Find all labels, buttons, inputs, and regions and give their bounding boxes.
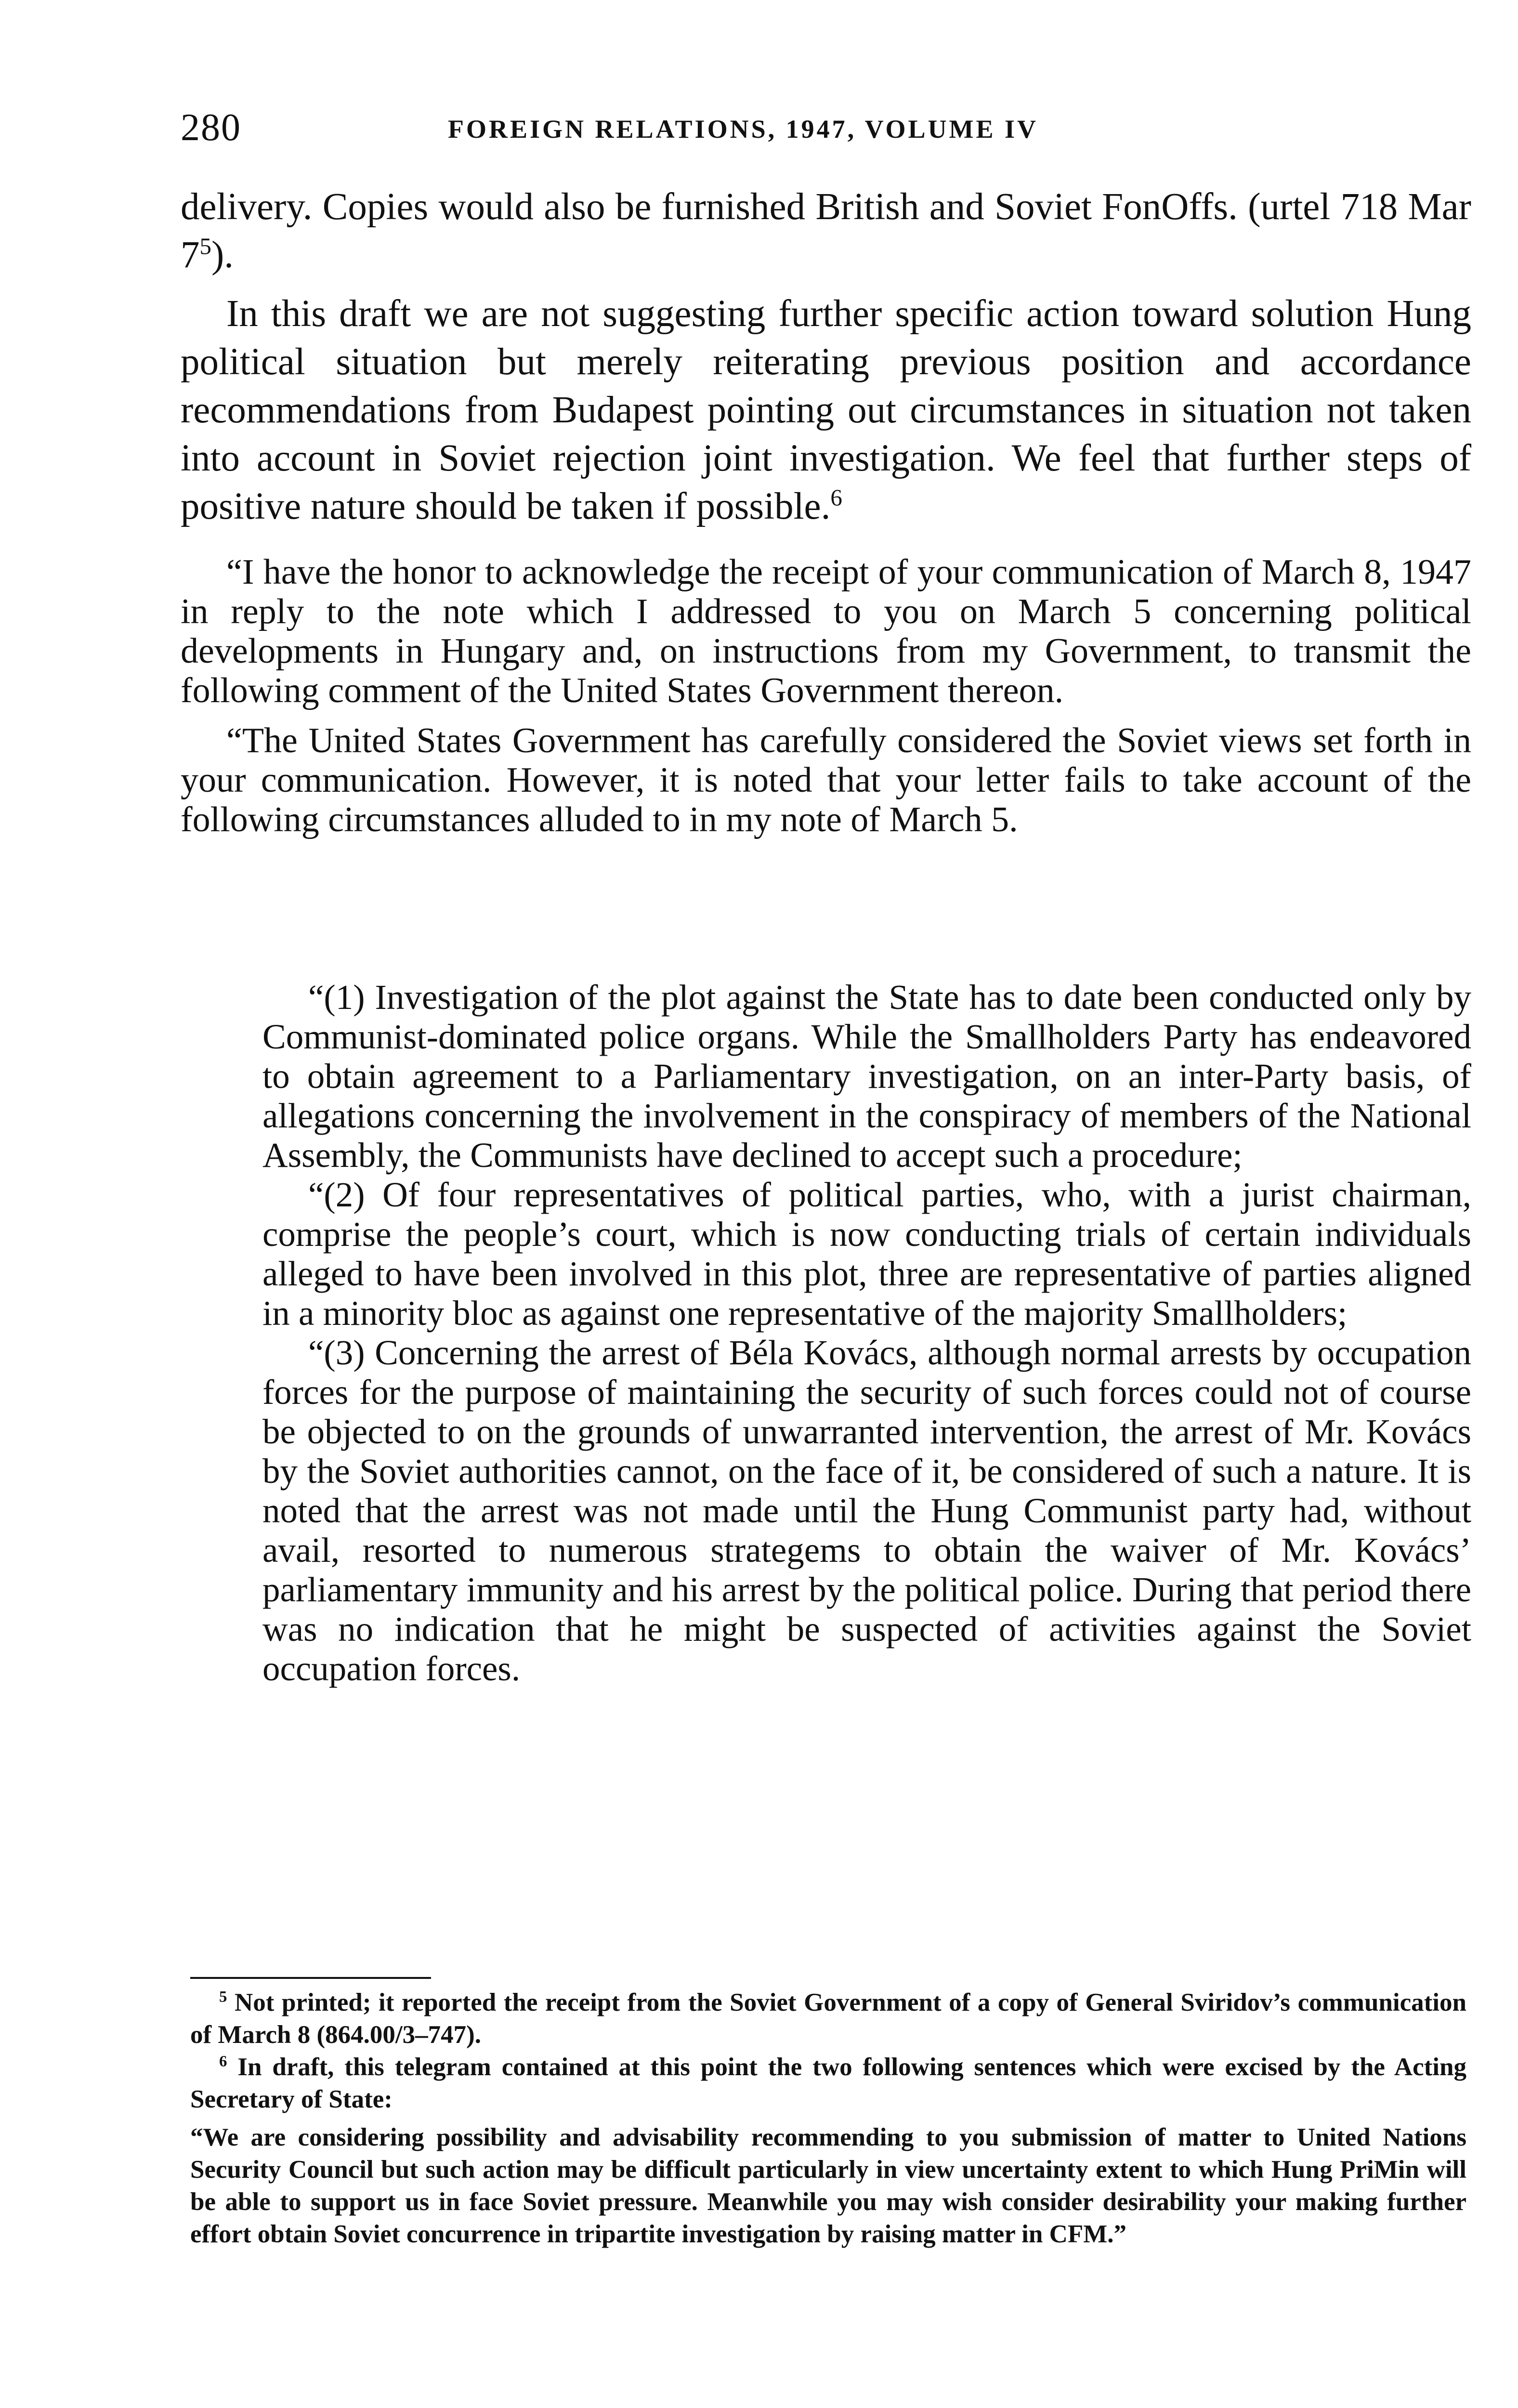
footnotes	[190, 1987, 1466, 2251]
paragraph-delivery-text: delivery. Copies would also be furnished British and Soviet FonOffs. (urtel 718 Mar 7	[181, 186, 1471, 276]
footnote-separator	[190, 1977, 431, 1979]
note-paragraph-considered: “The United States Government has carefully considered the Soviet views set forth in your communication. However, it is noted that your letter fails to take account of the following circumstances alluded to in my note of March 5.	[181, 721, 1471, 839]
footnote-6-mark: 6	[219, 2053, 227, 2070]
footnote-6	[190, 2051, 1466, 2116]
footnote-ref-5: 5	[199, 233, 211, 260]
quoted-points	[262, 978, 1471, 1688]
paragraph-delivery	[181, 183, 1471, 279]
footnote-6-text: In draft, this telegram contained at this point the two following sentences which were excised by the Acting Secretary of State:	[190, 2053, 1466, 2113]
footnote-5-text: Not printed; it reported the receipt from the Soviet Government of a copy of General Sviridov’s communication of March 8 (864.00/3–747).	[190, 1989, 1466, 2049]
paragraph-delivery-end: ).	[211, 234, 234, 276]
footnote-ref-6: 6	[830, 484, 842, 511]
point-3: “(3) Concerning the arrest of Béla Kovács, although normal arrests by occupation forces for the purpose of maintaining the security of such forces could not of course be objected to on the grounds of unwarranted intervention, the arrest of Mr. Kovács by the Soviet authorities cannot, on the face of it, be considered of such a nature. It is noted that the arrest was not made until the Hung Communist party had, without avail, resorted to numerous strategems to obtain the waiver of Mr. Kovács’ parliamentary immunity and his arrest by the political police. During that period there was no indication that he might be suspected of activities against the Soviet occupation forces.	[262, 1333, 1471, 1688]
paragraph-draft-text: In this draft we are not suggesting further specific action toward solution Hung political situation but merely reiterating previous position and accordance recommendations from Budapest pointing out circumstances in situation not taken into account in Soviet rejection joint investigation. We feel that further steps of positive nature should be taken if possible.	[181, 293, 1471, 527]
footnote-5-mark: 5	[219, 1988, 227, 2006]
footnote-5	[190, 1987, 1466, 2051]
point-2: “(2) Of four representatives of political parties, who, with a jurist chairman, comprise the people’s court, which is now conducting trials of certain individuals alleged to have been involved in this plot, three are representative of parties aligned in a minority bloc as against one representative of the majority Smallholders;	[262, 1175, 1471, 1333]
page-header	[181, 101, 1471, 154]
point-1: “(1) Investigation of the plot against the State has to date been conducted only by Communist-dominated police organs. While the Smallholders Party has endeavored to obtain agreement to a Parliamentary investigation, on an inter-Party basis, of allegations concerning the involvement in the conspiracy of members of the National Assembly, the Communists have declined to accept such a procedure;	[262, 978, 1471, 1175]
paragraph-draft	[181, 290, 1471, 531]
page-number: 280	[181, 106, 241, 149]
note-paragraph-acknowledge: “I have the honor to acknowledge the receipt of your communication of March 8, 1947 in reply to the note which I addressed to you on March 5 concerning political developments in Hungary and, on instructions from my Government, to transmit the following comment of the United States Government thereon.	[181, 552, 1471, 710]
running-head: FOREIGN RELATIONS, 1947, VOLUME IV	[448, 115, 1039, 144]
footnote-6-quote: “We are considering possibility and advisability recommending to you submission of matter to United Nations Security Council but such action may be difficult particularly in view uncertainty extent to which Hung PriMin will be able to support us in face Soviet pressure. Meanwhile you may wish consider desirability your making further effort obtain Soviet concurrence in tripartite investigation by raising matter in CFM.”	[190, 2123, 1466, 2248]
main-text	[181, 183, 1471, 839]
